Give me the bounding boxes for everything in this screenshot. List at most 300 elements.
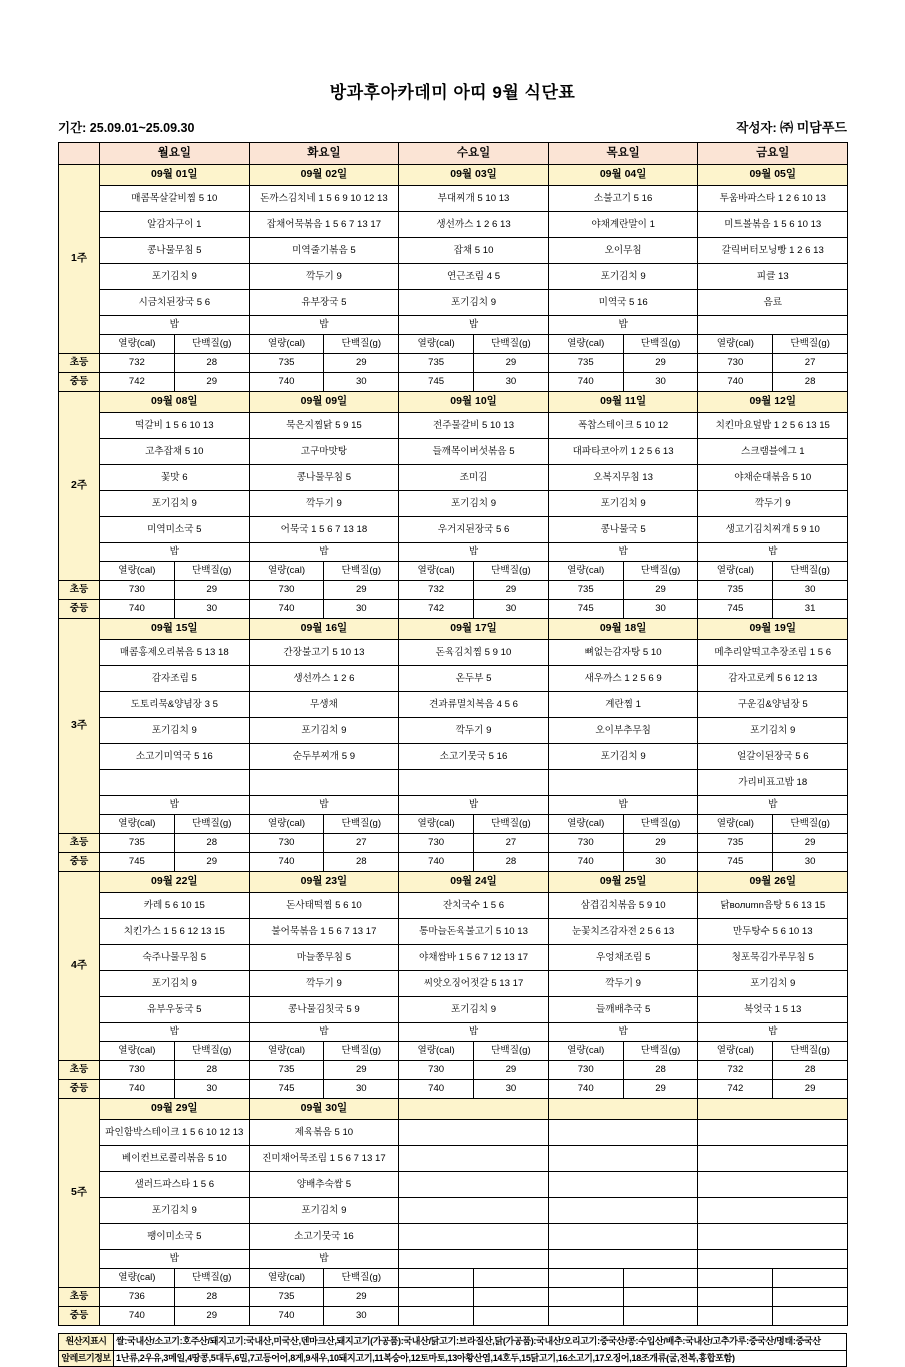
elem-cal-1-4: 735 [698, 581, 773, 600]
calorie-header-1-2: 열량(cal) [399, 562, 474, 581]
elem-cal-2-0: 735 [100, 834, 175, 853]
menu-item-4-4-0: 팽이미소국 5 [100, 1224, 250, 1250]
menu-item-1-0-4: 치킨마요덮밥 1 2 5 6 13 15 [698, 413, 848, 439]
calorie-header-4-3 [548, 1269, 623, 1288]
menu-item-3-3-0: 포기김치 9 [100, 971, 250, 997]
elem-cal-2-3: 730 [548, 834, 623, 853]
elem-pro-2-3: 29 [623, 834, 698, 853]
elementary-row [59, 581, 848, 600]
mid-pro-1-4: 31 [773, 600, 848, 619]
protein-header-1-3: 단백질(g) [623, 562, 698, 581]
elementary-row [59, 354, 848, 373]
menu-item-2-5-2 [399, 770, 549, 796]
corner-header [59, 143, 100, 165]
menu-row [59, 465, 848, 491]
mid-pro-2-4: 30 [773, 853, 848, 872]
rice-cell-3-0: 밥 [100, 1023, 250, 1042]
rice-cell-3-4: 밥 [698, 1023, 848, 1042]
mid-pro-2-3: 30 [623, 853, 698, 872]
menu-item-3-0-3: 삼겹김치볶음 5 9 10 [548, 893, 698, 919]
date-cell-3-3: 09월 25일 [548, 872, 698, 893]
elem-pro-2-1: 27 [324, 834, 399, 853]
mid-cal-2-1: 740 [249, 853, 324, 872]
menu-item-0-1-2: 생선까스 1 2 6 13 [399, 212, 549, 238]
menu-row [59, 692, 848, 718]
protein-header-1-4: 단백질(g) [773, 562, 848, 581]
menu-item-2-3-0: 포기김치 9 [100, 718, 250, 744]
mid-cal-4-0: 740 [100, 1307, 175, 1326]
elem-cal-4-3 [548, 1288, 623, 1307]
menu-row [59, 238, 848, 264]
mid-cal-1-1: 740 [249, 600, 324, 619]
elem-cal-4-1: 735 [249, 1288, 324, 1307]
elem-pro-3-0: 28 [174, 1061, 249, 1080]
mid-cal-3-0: 740 [100, 1080, 175, 1099]
protein-header-3-4: 단백질(g) [773, 1042, 848, 1061]
menu-row [59, 1172, 848, 1198]
menu-row [59, 1198, 848, 1224]
calorie-header-2-4: 열량(cal) [698, 815, 773, 834]
menu-item-0-4-2: 포기김치 9 [399, 290, 549, 316]
elem-cal-1-1: 730 [249, 581, 324, 600]
date-cell-1-3: 09월 11일 [548, 392, 698, 413]
middle-label-0: 중등 [59, 373, 100, 392]
menu-item-3-1-4: 만두탕수 5 6 10 13 [698, 919, 848, 945]
date-cell-1-1: 09월 09일 [249, 392, 399, 413]
mid-cal-2-3: 740 [548, 853, 623, 872]
menu-item-1-0-2: 전주물갈비 5 10 13 [399, 413, 549, 439]
elem-pro-1-2: 29 [474, 581, 549, 600]
mid-pro-4-2 [474, 1307, 549, 1326]
elem-cal-0-3: 735 [548, 354, 623, 373]
mid-pro-0-3: 30 [623, 373, 698, 392]
rice-cell-0-0: 밥 [100, 316, 250, 335]
mid-cal-0-3: 740 [548, 373, 623, 392]
mid-pro-3-3: 29 [623, 1080, 698, 1099]
meta-row [58, 117, 847, 136]
menu-item-4-1-0: 베이컨브로콜리볶음 5 10 [100, 1146, 250, 1172]
menu-item-4-4-3 [548, 1224, 698, 1250]
rice-cell-0-2: 밥 [399, 316, 549, 335]
elem-pro-3-4: 28 [773, 1061, 848, 1080]
mid-pro-2-2: 28 [474, 853, 549, 872]
menu-item-4-3-2 [399, 1198, 549, 1224]
menu-item-1-3-2: 포기김치 9 [399, 491, 549, 517]
elem-cal-4-0: 736 [100, 1288, 175, 1307]
elementary-label-4: 초등 [59, 1288, 100, 1307]
nutrition-header-row [59, 815, 848, 834]
menu-item-1-2-3: 오복지무침 13 [548, 465, 698, 491]
menu-item-2-4-2: 소고기뭇국 5 16 [399, 744, 549, 770]
mid-pro-2-1: 28 [324, 853, 399, 872]
middle-row [59, 1307, 848, 1326]
rice-cell-3-2: 밥 [399, 1023, 549, 1042]
menu-item-3-0-0: 카레 5 6 10 15 [100, 893, 250, 919]
rice-row [59, 543, 848, 562]
week-dates-row [59, 872, 848, 893]
elem-cal-1-0: 730 [100, 581, 175, 600]
menu-item-4-1-4 [698, 1146, 848, 1172]
mid-cal-0-4: 740 [698, 373, 773, 392]
menu-row [59, 1224, 848, 1250]
rice-cell-4-4 [698, 1250, 848, 1269]
mid-pro-3-2: 30 [474, 1080, 549, 1099]
date-cell-1-2: 09월 10일 [399, 392, 549, 413]
elem-pro-3-2: 29 [474, 1061, 549, 1080]
menu-item-1-4-3: 콩나물국 5 [548, 517, 698, 543]
menu-item-1-4-0: 미역미소국 5 [100, 517, 250, 543]
menu-item-1-1-2: 들깨목이버섯볶음 5 [399, 439, 549, 465]
date-cell-1-4: 09월 12일 [698, 392, 848, 413]
date-cell-2-0: 09월 15일 [100, 619, 250, 640]
rice-cell-2-2: 밥 [399, 796, 549, 815]
origin-text: 쌀:국내산/소고기:호주산/돼지고기:국내산,미국산,덴마크산,돼지고기(가공품):국내산/닭고기:브라질산,닭(가공품):국내산/오리고기:중국산/콩:수입산/배추:국내산/고추가루:중국산/명태:중국산 [114, 1334, 847, 1351]
protein-header-0-1: 단백질(g) [324, 335, 399, 354]
elem-cal-3-2: 730 [399, 1061, 474, 1080]
protein-header-2-2: 단백질(g) [474, 815, 549, 834]
elem-cal-4-4 [698, 1288, 773, 1307]
calorie-header-2-2: 열량(cal) [399, 815, 474, 834]
date-cell-0-1: 09월 02일 [249, 165, 399, 186]
day-header-1: 화요일 [249, 143, 399, 165]
menu-item-2-1-2: 온두부 5 [399, 666, 549, 692]
menu-item-1-1-1: 고구마맛탕 [249, 439, 399, 465]
menu-item-2-2-3: 계란찜 1 [548, 692, 698, 718]
menu-item-1-1-0: 고추잡채 5 10 [100, 439, 250, 465]
date-cell-4-2 [399, 1099, 549, 1120]
mid-cal-4-4 [698, 1307, 773, 1326]
nutrition-header-row [59, 335, 848, 354]
date-cell-0-0: 09월 01일 [100, 165, 250, 186]
elementary-row [59, 1061, 848, 1080]
menu-item-1-3-4: 깍두기 9 [698, 491, 848, 517]
menu-item-2-1-3: 새우까스 1 2 5 6 9 [548, 666, 698, 692]
menu-row [59, 212, 848, 238]
period-label: 기간: 25.09.01~25.09.30 [58, 121, 195, 135]
menu-row [59, 893, 848, 919]
menu-item-1-0-0: 떡갈비 1 5 6 10 13 [100, 413, 250, 439]
calorie-header-0-1: 열량(cal) [249, 335, 324, 354]
menu-item-0-4-3: 미역국 5 16 [548, 290, 698, 316]
week-label-0: 1주 [59, 165, 100, 354]
week-dates-row [59, 165, 848, 186]
menu-item-2-4-0: 소고기미역국 5 16 [100, 744, 250, 770]
middle-label-2: 중등 [59, 853, 100, 872]
rice-cell-1-1: 밥 [249, 543, 399, 562]
menu-item-2-2-0: 도토리묵&양념장 3 5 [100, 692, 250, 718]
menu-item-4-3-3 [548, 1198, 698, 1224]
menu-item-1-2-4: 야채순대볶음 5 10 [698, 465, 848, 491]
week-dates-row [59, 619, 848, 640]
nutrition-header-row [59, 1042, 848, 1061]
protein-header-4-0: 단백질(g) [174, 1269, 249, 1288]
menu-item-2-4-3: 포기김치 9 [548, 744, 698, 770]
elem-cal-0-1: 735 [249, 354, 324, 373]
menu-row [59, 971, 848, 997]
week-label-4: 5주 [59, 1099, 100, 1288]
menu-item-0-0-2: 부대찌개 5 10 13 [399, 186, 549, 212]
menu-item-2-5-1 [249, 770, 399, 796]
menu-row [59, 439, 848, 465]
rice-cell-4-2 [399, 1250, 549, 1269]
elem-pro-4-2 [474, 1288, 549, 1307]
menu-item-3-3-3: 깍두기 9 [548, 971, 698, 997]
menu-item-3-3-1: 깍두기 9 [249, 971, 399, 997]
menu-item-0-0-1: 돈까스김치네 1 5 6 9 10 12 13 [249, 186, 399, 212]
rice-cell-0-4 [698, 316, 848, 335]
menu-row [59, 997, 848, 1023]
calorie-header-0-2: 열량(cal) [399, 335, 474, 354]
mid-cal-4-3 [548, 1307, 623, 1326]
elem-cal-1-2: 732 [399, 581, 474, 600]
date-cell-4-1: 09월 30일 [249, 1099, 399, 1120]
menu-item-2-4-4: 얼갈이된장국 5 6 [698, 744, 848, 770]
origin-label: 원산지표시 [59, 1334, 114, 1351]
menu-item-0-2-3: 오이무침 [548, 238, 698, 264]
menu-item-3-0-1: 돈사태떡찜 5 6 10 [249, 893, 399, 919]
mid-pro-1-3: 30 [623, 600, 698, 619]
calorie-header-2-3: 열량(cal) [548, 815, 623, 834]
menu-item-0-4-1: 유부장국 5 [249, 290, 399, 316]
menu-row [59, 413, 848, 439]
mid-pro-1-0: 30 [174, 600, 249, 619]
rice-cell-4-3 [548, 1250, 698, 1269]
mid-pro-4-3 [623, 1307, 698, 1326]
menu-item-4-4-4 [698, 1224, 848, 1250]
rice-row [59, 796, 848, 815]
rice-row [59, 316, 848, 335]
menu-row [59, 919, 848, 945]
menu-item-4-2-2 [399, 1172, 549, 1198]
middle-label-4: 중등 [59, 1307, 100, 1326]
elem-cal-2-4: 735 [698, 834, 773, 853]
menu-row [59, 1146, 848, 1172]
menu-row [59, 1120, 848, 1146]
menu-item-2-5-0 [100, 770, 250, 796]
elem-pro-2-0: 28 [174, 834, 249, 853]
menu-item-1-4-2: 우거지된장국 5 6 [399, 517, 549, 543]
elem-pro-4-4 [773, 1288, 848, 1307]
mid-cal-0-0: 742 [100, 373, 175, 392]
day-header-3: 목요일 [548, 143, 698, 165]
elem-pro-1-3: 29 [623, 581, 698, 600]
menu-item-4-1-2 [399, 1146, 549, 1172]
mid-pro-4-4 [773, 1307, 848, 1326]
menu-item-3-2-4: 청포묵김가루무침 5 [698, 945, 848, 971]
menu-item-3-4-0: 유부우동국 5 [100, 997, 250, 1023]
elementary-row [59, 1288, 848, 1307]
calorie-header-4-4 [698, 1269, 773, 1288]
mid-cal-4-2 [399, 1307, 474, 1326]
menu-row [59, 718, 848, 744]
mid-pro-0-4: 28 [773, 373, 848, 392]
menu-item-3-1-0: 치킨가스 1 5 6 12 13 15 [100, 919, 250, 945]
menu-item-1-4-4: 생고기김치찌개 5 9 10 [698, 517, 848, 543]
elem-cal-0-2: 735 [399, 354, 474, 373]
calorie-header-3-4: 열량(cal) [698, 1042, 773, 1061]
mid-pro-1-2: 30 [474, 600, 549, 619]
rice-cell-1-3: 밥 [548, 543, 698, 562]
page-title: 방과후아카데미 아띠 9월 식단표 [329, 83, 576, 102]
week-label-3: 4주 [59, 872, 100, 1061]
date-cell-3-2: 09월 24일 [399, 872, 549, 893]
footer-notes-table [58, 1333, 847, 1367]
date-cell-4-0: 09월 29일 [100, 1099, 250, 1120]
menu-item-2-1-4: 감자고로케 5 6 12 13 [698, 666, 848, 692]
elementary-label-3: 초등 [59, 1061, 100, 1080]
day-header-4: 금요일 [698, 143, 848, 165]
menu-item-3-4-4: 북엇국 1 5 13 [698, 997, 848, 1023]
date-cell-4-3 [548, 1099, 698, 1120]
calorie-header-4-2 [399, 1269, 474, 1288]
author-block [736, 117, 847, 136]
elem-pro-1-1: 29 [324, 581, 399, 600]
rice-cell-2-4: 밥 [698, 796, 848, 815]
calorie-header-2-0: 열량(cal) [100, 815, 175, 834]
menu-item-2-0-0: 매콤홍제오리볶음 5 13 18 [100, 640, 250, 666]
menu-item-2-3-3: 오이부추무침 [548, 718, 698, 744]
calorie-header-0-4: 열량(cal) [698, 335, 773, 354]
mid-cal-3-2: 740 [399, 1080, 474, 1099]
middle-row [59, 1080, 848, 1099]
menu-item-1-0-3: 폭찹스테이크 5 10 12 [548, 413, 698, 439]
menu-item-1-2-2: 조미김 [399, 465, 549, 491]
nutrition-header-row [59, 1269, 848, 1288]
date-cell-2-4: 09월 19일 [698, 619, 848, 640]
mid-cal-0-2: 745 [399, 373, 474, 392]
menu-item-0-4-0: 시금치된장국 5 6 [100, 290, 250, 316]
menu-item-4-3-4 [698, 1198, 848, 1224]
menu-item-1-3-0: 포기김치 9 [100, 491, 250, 517]
menu-item-0-3-2: 연근조림 4 5 [399, 264, 549, 290]
protein-header-3-2: 단백질(g) [474, 1042, 549, 1061]
menu-item-4-0-1: 제육볶음 5 10 [249, 1120, 399, 1146]
week-label-1: 2주 [59, 392, 100, 581]
menu-item-4-1-3 [548, 1146, 698, 1172]
menu-row [59, 770, 848, 796]
menu-item-0-2-4: 갈릭버터모닝빵 1 2 6 13 [698, 238, 848, 264]
meal-plan-table [58, 142, 848, 1326]
menu-row [59, 290, 848, 316]
mid-pro-3-0: 30 [174, 1080, 249, 1099]
allergy-label: 알레르기정보 [59, 1350, 114, 1367]
elem-pro-4-3 [623, 1288, 698, 1307]
elem-pro-3-1: 29 [324, 1061, 399, 1080]
menu-item-2-2-2: 견과류멸치복음 4 5 6 [399, 692, 549, 718]
menu-item-2-0-3: 뼈없는감자탕 5 10 [548, 640, 698, 666]
menu-item-2-3-2: 깍두기 9 [399, 718, 549, 744]
menu-item-3-1-2: 통마늘돈육불고기 5 10 13 [399, 919, 549, 945]
protein-header-4-1: 단백질(g) [324, 1269, 399, 1288]
rice-cell-1-2: 밥 [399, 543, 549, 562]
menu-item-4-0-2 [399, 1120, 549, 1146]
menu-row [59, 666, 848, 692]
elementary-row [59, 834, 848, 853]
menu-item-3-1-1: 불어묵볶음 1 5 6 7 13 17 [249, 919, 399, 945]
middle-row [59, 373, 848, 392]
protein-header-0-3: 단백질(g) [623, 335, 698, 354]
menu-item-3-2-0: 숙주나물무침 5 [100, 945, 250, 971]
middle-label-3: 중등 [59, 1080, 100, 1099]
mid-cal-3-4: 742 [698, 1080, 773, 1099]
allergy-row [59, 1350, 847, 1367]
menu-item-3-4-2: 포기김치 9 [399, 997, 549, 1023]
day-header-2: 수요일 [399, 143, 549, 165]
menu-item-0-3-3: 포기김치 9 [548, 264, 698, 290]
elem-pro-0-3: 29 [623, 354, 698, 373]
menu-item-3-4-1: 콩나물김칫국 5 9 [249, 997, 399, 1023]
date-cell-4-4 [698, 1099, 848, 1120]
mid-cal-1-2: 742 [399, 600, 474, 619]
elem-cal-1-3: 735 [548, 581, 623, 600]
mid-cal-2-0: 745 [100, 853, 175, 872]
menu-item-4-2-3 [548, 1172, 698, 1198]
elem-pro-3-3: 28 [623, 1061, 698, 1080]
middle-row [59, 600, 848, 619]
date-cell-3-1: 09월 23일 [249, 872, 399, 893]
rice-cell-4-1: 밥 [249, 1250, 399, 1269]
company-name: ㈜ 미담푸드 [780, 120, 847, 135]
menu-item-2-3-1: 포기김치 9 [249, 718, 399, 744]
date-cell-2-3: 09월 18일 [548, 619, 698, 640]
allergy-text: 1난류,2우유,3메일,4땅콩,5대두,6밀,7고등어어,8게,9새우,10돼지고기,11복숭아,12토마토,13아황산염,14호두,15닭고기,16소고기,17오징어,18조개류(굴,전복,홍합포함) [114, 1350, 847, 1367]
menu-item-1-0-1: 묵은지찜닭 5 9 15 [249, 413, 399, 439]
rice-row [59, 1250, 848, 1269]
menu-row [59, 186, 848, 212]
mid-pro-4-1: 30 [324, 1307, 399, 1326]
mid-cal-0-1: 740 [249, 373, 324, 392]
rice-row [59, 1023, 848, 1042]
date-cell-3-4: 09월 26일 [698, 872, 848, 893]
rice-cell-1-0: 밥 [100, 543, 250, 562]
menu-item-4-4-1: 소고기뭇국 16 [249, 1224, 399, 1250]
protein-header-2-0: 단백질(g) [174, 815, 249, 834]
protein-header-4-2 [474, 1269, 549, 1288]
date-cell-0-4: 09월 05일 [698, 165, 848, 186]
calorie-header-1-3: 열량(cal) [548, 562, 623, 581]
calorie-header-3-2: 열량(cal) [399, 1042, 474, 1061]
menu-item-0-3-1: 깍두기 9 [249, 264, 399, 290]
elem-cal-0-4: 730 [698, 354, 773, 373]
elem-cal-3-3: 730 [548, 1061, 623, 1080]
menu-item-0-0-4: 투움바파스타 1 2 6 10 13 [698, 186, 848, 212]
menu-item-0-1-1: 잡채어묵볶음 1 5 6 7 13 17 [249, 212, 399, 238]
mid-pro-1-1: 30 [324, 600, 399, 619]
menu-item-3-4-3: 들깨배추국 5 [548, 997, 698, 1023]
date-cell-2-2: 09월 17일 [399, 619, 549, 640]
elem-pro-2-4: 29 [773, 834, 848, 853]
elem-pro-1-0: 29 [174, 581, 249, 600]
elem-pro-0-2: 29 [474, 354, 549, 373]
day-of-week-header-row [59, 143, 848, 165]
date-cell-1-0: 09월 08일 [100, 392, 250, 413]
protein-header-3-3: 단백질(g) [623, 1042, 698, 1061]
rice-cell-1-4: 밥 [698, 543, 848, 562]
menu-item-2-1-1: 생선까스 1 2 6 [249, 666, 399, 692]
page-root [0, 78, 905, 1363]
menu-item-0-1-3: 야채계란말이 1 [548, 212, 698, 238]
middle-label-1: 중등 [59, 600, 100, 619]
protein-header-2-3: 단백질(g) [623, 815, 698, 834]
calorie-header-1-1: 열량(cal) [249, 562, 324, 581]
menu-item-1-2-0: 꽃맛 6 [100, 465, 250, 491]
nutrition-header-row [59, 562, 848, 581]
menu-item-1-3-1: 깍두기 9 [249, 491, 399, 517]
menu-item-4-2-0: 샐러드파스타 1 5 6 [100, 1172, 250, 1198]
elem-pro-0-1: 29 [324, 354, 399, 373]
mid-cal-1-0: 740 [100, 600, 175, 619]
menu-item-3-2-1: 마늘쫑무침 5 [249, 945, 399, 971]
